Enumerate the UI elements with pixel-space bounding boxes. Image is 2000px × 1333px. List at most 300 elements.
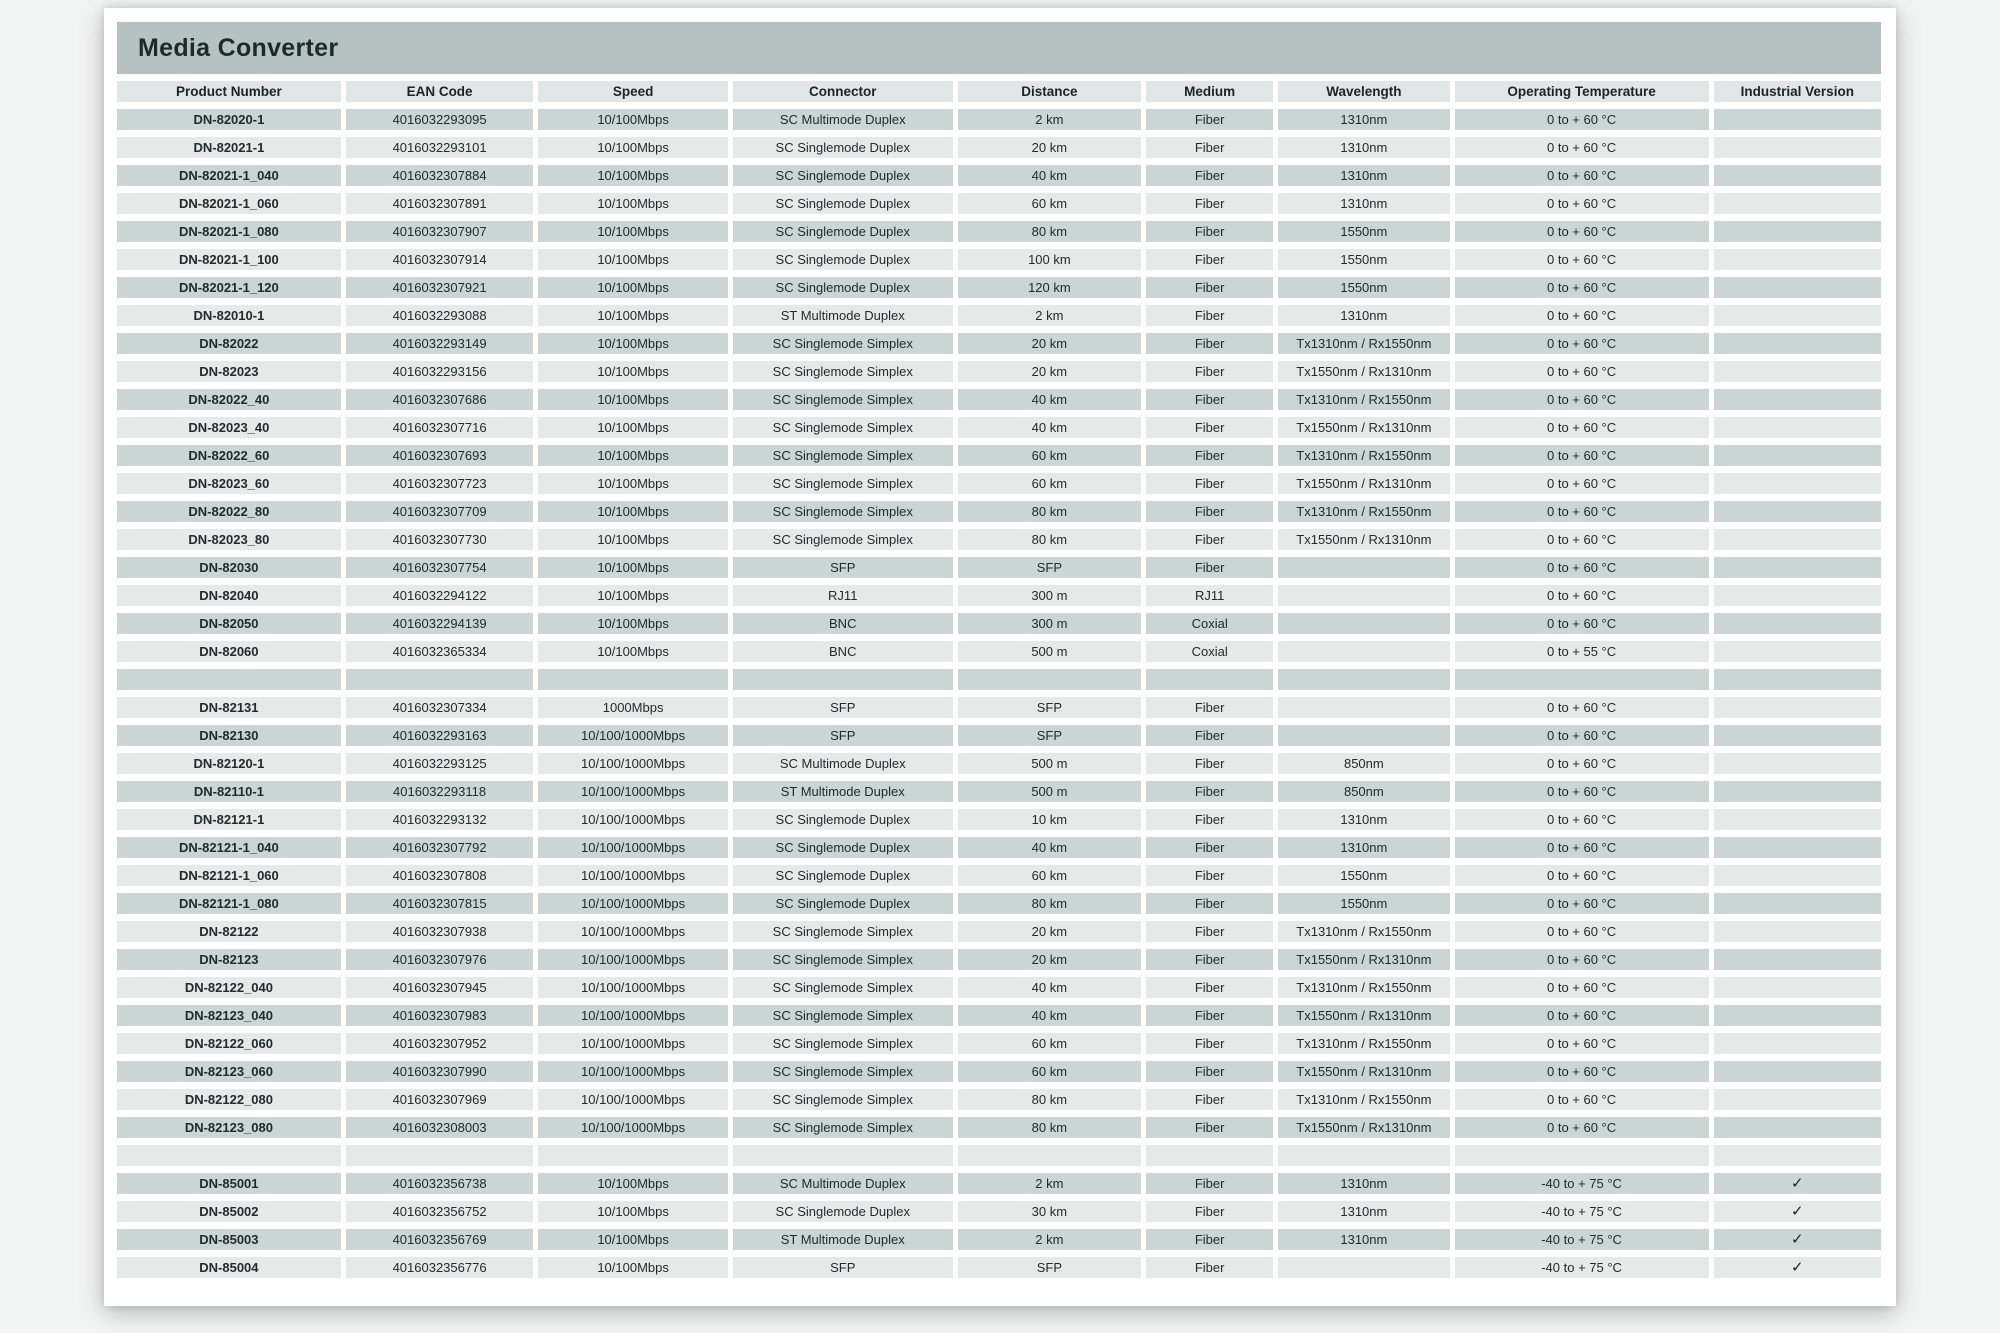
cell-speed: 10/100Mbps [538,445,728,466]
cell-product-number: DN-82021-1_080 [117,221,341,242]
separator-cell [958,669,1141,690]
cell-wavelength: 1310nm [1278,109,1449,130]
cell-connector: SC Singlemode Simplex [733,361,953,382]
separator-cell [733,669,953,690]
cell-product-number: DN-82023 [117,361,341,382]
table-row [117,473,1881,494]
cell-ean-code: 4016032307693 [346,445,534,466]
table-row [117,641,1881,662]
cell-operating-temperature: 0 to + 60 °C [1455,977,1709,998]
cell-speed: 10/100/1000Mbps [538,1033,728,1054]
cell-speed: 10/100Mbps [538,529,728,550]
cell-wavelength: 1310nm [1278,1201,1449,1222]
separator-cell [1455,669,1709,690]
cell-medium: Fiber [1146,137,1273,158]
cell-industrial-version [1714,949,1881,970]
cell-ean-code: 4016032308003 [346,1117,534,1138]
cell-connector: SFP [733,697,953,718]
cell-medium: Fiber [1146,1005,1273,1026]
cell-product-number: DN-82022_60 [117,445,341,466]
table-row [117,389,1881,410]
cell-speed: 10/100Mbps [538,585,728,606]
cell-wavelength: 1310nm [1278,305,1449,326]
table-row [117,1033,1881,1054]
cell-distance: 60 km [958,1033,1141,1054]
cell-connector: SC Singlemode Duplex [733,277,953,298]
cell-connector: SC Singlemode Simplex [733,473,953,494]
cell-connector: SC Singlemode Simplex [733,949,953,970]
cell-industrial-version [1714,305,1881,326]
table-row [117,865,1881,886]
cell-industrial-version [1714,641,1881,662]
cell-distance: 40 km [958,417,1141,438]
cell-connector: SC Singlemode Simplex [733,417,953,438]
cell-medium: Fiber [1146,977,1273,998]
cell-ean-code: 4016032307723 [346,473,534,494]
cell-product-number: DN-82121-1 [117,809,341,830]
cell-operating-temperature: 0 to + 60 °C [1455,809,1709,830]
cell-connector: SC Singlemode Duplex [733,221,953,242]
cell-wavelength: 1550nm [1278,893,1449,914]
table-body [117,109,1881,1278]
cell-industrial-version [1714,1061,1881,1082]
cell-speed: 10/100/1000Mbps [538,949,728,970]
cell-distance: 60 km [958,473,1141,494]
cell-ean-code: 4016032307716 [346,417,534,438]
cell-operating-temperature: 0 to + 60 °C [1455,1061,1709,1082]
cell-connector: SC Singlemode Simplex [733,1117,953,1138]
cell-connector: SC Singlemode Duplex [733,809,953,830]
table-row [117,109,1881,130]
cell-wavelength: 1550nm [1278,865,1449,886]
cell-product-number: DN-82123_080 [117,1117,341,1138]
cell-wavelength: Tx1310nm / Rx1550nm [1278,333,1449,354]
cell-speed: 10/100/1000Mbps [538,977,728,998]
cell-distance: 20 km [958,921,1141,942]
cell-connector: ST Multimode Duplex [733,305,953,326]
cell-wavelength [1278,585,1449,606]
cell-ean-code: 4016032307709 [346,501,534,522]
cell-connector: SC Multimode Duplex [733,109,953,130]
separator-cell [538,1145,728,1166]
cell-speed: 10/100Mbps [538,1201,728,1222]
table-row [117,837,1881,858]
cell-wavelength: 1550nm [1278,277,1449,298]
cell-distance: 2 km [958,109,1141,130]
cell-distance: 20 km [958,361,1141,382]
cell-product-number: DN-82023_40 [117,417,341,438]
cell-distance: 60 km [958,193,1141,214]
separator-cell [1455,1145,1709,1166]
cell-product-number: DN-85003 [117,1229,341,1250]
cell-speed: 10/100Mbps [538,305,728,326]
cell-operating-temperature: 0 to + 60 °C [1455,277,1709,298]
cell-product-number: DN-82122_060 [117,1033,341,1054]
column-header-medium: Medium [1146,81,1273,102]
cell-distance: SFP [958,557,1141,578]
cell-industrial-version [1714,193,1881,214]
cell-operating-temperature: -40 to + 75 °C [1455,1173,1709,1194]
cell-speed: 10/100Mbps [538,1257,728,1278]
cell-speed: 10/100Mbps [538,165,728,186]
table-row [117,949,1881,970]
cell-wavelength: 850nm [1278,781,1449,802]
table-row [117,249,1881,270]
cell-speed: 10/100/1000Mbps [538,753,728,774]
cell-medium: Fiber [1146,501,1273,522]
cell-industrial-version [1714,837,1881,858]
cell-distance: 300 m [958,585,1141,606]
cell-speed: 10/100Mbps [538,1229,728,1250]
cell-medium: Fiber [1146,1173,1273,1194]
cell-medium: Fiber [1146,445,1273,466]
cell-wavelength: 1310nm [1278,837,1449,858]
cell-distance: 10 km [958,809,1141,830]
cell-wavelength [1278,557,1449,578]
table-row [117,529,1881,550]
cell-speed: 10/100Mbps [538,361,728,382]
cell-connector: SC Singlemode Simplex [733,1061,953,1082]
cell-product-number: DN-82030 [117,557,341,578]
cell-operating-temperature: 0 to + 60 °C [1455,137,1709,158]
cell-connector: SC Singlemode Duplex [733,165,953,186]
cell-speed: 10/100Mbps [538,277,728,298]
cell-industrial-version [1714,165,1881,186]
cell-medium: Fiber [1146,249,1273,270]
cell-ean-code: 4016032356776 [346,1257,534,1278]
cell-product-number: DN-82022_40 [117,389,341,410]
cell-distance: 20 km [958,137,1141,158]
cell-operating-temperature: 0 to + 60 °C [1455,221,1709,242]
cell-product-number: DN-82050 [117,613,341,634]
cell-industrial-version [1714,277,1881,298]
cell-connector: SC Multimode Duplex [733,753,953,774]
cell-industrial-version [1714,585,1881,606]
cell-industrial-version [1714,389,1881,410]
separator-row [117,669,1881,690]
cell-operating-temperature: 0 to + 60 °C [1455,249,1709,270]
cell-connector: SC Singlemode Duplex [733,1201,953,1222]
cell-connector: SC Singlemode Simplex [733,389,953,410]
column-header-connector: Connector [733,81,953,102]
cell-wavelength: Tx1310nm / Rx1550nm [1278,389,1449,410]
cell-product-number: DN-82023_60 [117,473,341,494]
cell-medium: Fiber [1146,1257,1273,1278]
cell-product-number: DN-82022 [117,333,341,354]
cell-product-number: DN-82121-1_040 [117,837,341,858]
cell-speed: 10/100Mbps [538,557,728,578]
cell-industrial-version [1714,221,1881,242]
cell-industrial-version [1714,977,1881,998]
cell-wavelength: 1310nm [1278,809,1449,830]
cell-ean-code: 4016032356752 [346,1201,534,1222]
cell-medium: Coxial [1146,641,1273,662]
cell-ean-code: 4016032294122 [346,585,534,606]
cell-medium: Fiber [1146,165,1273,186]
separator-cell [117,1145,341,1166]
cell-ean-code: 4016032307686 [346,389,534,410]
cell-distance: 30 km [958,1201,1141,1222]
cell-wavelength: Tx1550nm / Rx1310nm [1278,1061,1449,1082]
cell-industrial-version [1714,1117,1881,1138]
datasheet-card [104,8,1896,1306]
cell-product-number: DN-82122_080 [117,1089,341,1110]
column-header-operating-temperature: Operating Temperature [1455,81,1709,102]
cell-medium: Fiber [1146,557,1273,578]
table-row [117,361,1881,382]
cell-product-number: DN-82021-1_060 [117,193,341,214]
cell-distance: SFP [958,697,1141,718]
cell-industrial-version [1714,361,1881,382]
cell-operating-temperature: -40 to + 75 °C [1455,1257,1709,1278]
cell-medium: RJ11 [1146,585,1273,606]
cell-medium: Fiber [1146,1117,1273,1138]
cell-connector: SC Singlemode Simplex [733,529,953,550]
cell-distance: 40 km [958,165,1141,186]
cell-wavelength: Tx1310nm / Rx1550nm [1278,445,1449,466]
cell-connector: SC Singlemode Simplex [733,1089,953,1110]
cell-operating-temperature: 0 to + 60 °C [1455,529,1709,550]
cell-wavelength [1278,1257,1449,1278]
cell-wavelength [1278,613,1449,634]
cell-operating-temperature: 0 to + 60 °C [1455,445,1709,466]
cell-industrial-version [1714,1005,1881,1026]
cell-wavelength: 1550nm [1278,221,1449,242]
cell-distance: 500 m [958,781,1141,802]
cell-speed: 10/100/1000Mbps [538,1061,728,1082]
cell-industrial-version [1714,137,1881,158]
cell-speed: 10/100/1000Mbps [538,725,728,746]
separator-cell [346,1145,534,1166]
cell-medium: Fiber [1146,473,1273,494]
cell-speed: 10/100/1000Mbps [538,865,728,886]
cell-industrial-version [1714,445,1881,466]
cell-wavelength: Tx1550nm / Rx1310nm [1278,361,1449,382]
cell-product-number: DN-85004 [117,1257,341,1278]
table-row [117,1089,1881,1110]
table-row [117,193,1881,214]
cell-connector: ST Multimode Duplex [733,1229,953,1250]
column-header-speed: Speed [538,81,728,102]
cell-product-number: DN-82120-1 [117,753,341,774]
separator-cell [733,1145,953,1166]
cell-medium: Fiber [1146,1033,1273,1054]
cell-wavelength: Tx1310nm / Rx1550nm [1278,501,1449,522]
cell-medium: Fiber [1146,305,1273,326]
cell-operating-temperature: 0 to + 60 °C [1455,165,1709,186]
cell-ean-code: 4016032293101 [346,137,534,158]
cell-operating-temperature: 0 to + 60 °C [1455,193,1709,214]
cell-medium: Fiber [1146,949,1273,970]
cell-ean-code: 4016032307990 [346,1061,534,1082]
cell-ean-code: 4016032307792 [346,837,534,858]
cell-operating-temperature: 0 to + 60 °C [1455,473,1709,494]
cell-industrial-version [1714,1173,1881,1194]
column-header-distance: Distance [958,81,1141,102]
cell-speed: 10/100/1000Mbps [538,921,728,942]
cell-ean-code: 4016032307884 [346,165,534,186]
cell-connector: SC Singlemode Duplex [733,837,953,858]
cell-connector: RJ11 [733,585,953,606]
cell-operating-temperature: 0 to + 60 °C [1455,781,1709,802]
cell-speed: 10/100/1000Mbps [538,893,728,914]
cell-industrial-version [1714,781,1881,802]
cell-product-number: DN-82021-1 [117,137,341,158]
cell-industrial-version [1714,501,1881,522]
cell-connector: SC Singlemode Duplex [733,137,953,158]
cell-speed: 10/100/1000Mbps [538,1089,728,1110]
cell-ean-code: 4016032307945 [346,977,534,998]
cell-product-number: DN-82021-1_120 [117,277,341,298]
cell-medium: Fiber [1146,697,1273,718]
cell-connector: SC Singlemode Simplex [733,921,953,942]
cell-speed: 10/100Mbps [538,109,728,130]
cell-product-number: DN-82121-1_080 [117,893,341,914]
cell-operating-temperature: 0 to + 60 °C [1455,1089,1709,1110]
cell-distance: SFP [958,725,1141,746]
cell-ean-code: 4016032307907 [346,221,534,242]
cell-speed: 10/100Mbps [538,473,728,494]
cell-industrial-version [1714,109,1881,130]
cell-medium: Fiber [1146,1089,1273,1110]
table-row [117,753,1881,774]
cell-distance: 300 m [958,613,1141,634]
cell-medium: Fiber [1146,725,1273,746]
cell-product-number: DN-82131 [117,697,341,718]
cell-ean-code: 4016032365334 [346,641,534,662]
cell-operating-temperature: 0 to + 60 °C [1455,1005,1709,1026]
cell-medium: Fiber [1146,417,1273,438]
cell-industrial-version [1714,473,1881,494]
cell-medium: Fiber [1146,1229,1273,1250]
table-row [117,1117,1881,1138]
cell-ean-code: 4016032293118 [346,781,534,802]
cell-speed: 10/100/1000Mbps [538,781,728,802]
table-row [117,277,1881,298]
cell-speed: 10/100Mbps [538,641,728,662]
table-header [117,81,1881,102]
cell-wavelength: Tx1550nm / Rx1310nm [1278,949,1449,970]
cell-industrial-version [1714,921,1881,942]
cell-connector: BNC [733,641,953,662]
table-row [117,165,1881,186]
cell-speed: 10/100Mbps [538,137,728,158]
cell-wavelength: Tx1550nm / Rx1310nm [1278,473,1449,494]
table-row [117,725,1881,746]
table-row [117,697,1881,718]
cell-ean-code: 4016032293125 [346,753,534,774]
table-row [117,613,1881,634]
cell-speed: 10/100Mbps [538,417,728,438]
cell-distance: 40 km [958,977,1141,998]
cell-wavelength [1278,697,1449,718]
cell-ean-code: 4016032307914 [346,249,534,270]
cell-operating-temperature: 0 to + 60 °C [1455,865,1709,886]
cell-connector: SC Singlemode Duplex [733,893,953,914]
cell-medium: Fiber [1146,277,1273,298]
cell-wavelength: Tx1310nm / Rx1550nm [1278,977,1449,998]
cell-speed: 10/100/1000Mbps [538,837,728,858]
cell-connector: SFP [733,725,953,746]
cell-speed: 10/100Mbps [538,1173,728,1194]
cell-wavelength: 1310nm [1278,1229,1449,1250]
cell-operating-temperature: 0 to + 60 °C [1455,109,1709,130]
cell-operating-temperature: 0 to + 60 °C [1455,305,1709,326]
cell-distance: 2 km [958,1229,1141,1250]
cell-operating-temperature: 0 to + 60 °C [1455,389,1709,410]
cell-wavelength: 1310nm [1278,165,1449,186]
cell-distance: 80 km [958,893,1141,914]
cell-medium: Fiber [1146,753,1273,774]
cell-industrial-version [1714,697,1881,718]
cell-operating-temperature: 0 to + 60 °C [1455,417,1709,438]
column-header-ean-code: EAN Code [346,81,534,102]
cell-operating-temperature: -40 to + 75 °C [1455,1201,1709,1222]
cell-speed: 10/100/1000Mbps [538,1005,728,1026]
cell-medium: Fiber [1146,921,1273,942]
cell-operating-temperature: 0 to + 60 °C [1455,697,1709,718]
cell-operating-temperature: 0 to + 60 °C [1455,333,1709,354]
cell-operating-temperature: 0 to + 60 °C [1455,1033,1709,1054]
cell-product-number: DN-82130 [117,725,341,746]
cell-connector: SFP [733,1257,953,1278]
cell-wavelength: 850nm [1278,753,1449,774]
cell-product-number: DN-82010-1 [117,305,341,326]
cell-speed: 1000Mbps [538,697,728,718]
cell-ean-code: 4016032307952 [346,1033,534,1054]
cell-connector: SC Singlemode Simplex [733,1033,953,1054]
cell-operating-temperature: 0 to + 60 °C [1455,753,1709,774]
cell-wavelength: 1310nm [1278,193,1449,214]
cell-connector: SC Singlemode Simplex [733,501,953,522]
cell-connector: BNC [733,613,953,634]
cell-product-number: DN-82123 [117,949,341,970]
cell-ean-code: 4016032307921 [346,277,534,298]
cell-connector: SC Singlemode Duplex [733,865,953,886]
separator-cell [346,669,534,690]
cell-distance: 20 km [958,333,1141,354]
cell-ean-code: 4016032293163 [346,725,534,746]
cell-medium: Fiber [1146,809,1273,830]
separator-cell [1714,1145,1881,1166]
cell-connector: SC Singlemode Simplex [733,977,953,998]
cell-distance: 40 km [958,389,1141,410]
table-row [117,305,1881,326]
cell-medium: Fiber [1146,389,1273,410]
cell-ean-code: 4016032307334 [346,697,534,718]
cell-wavelength: 1310nm [1278,137,1449,158]
cell-medium: Fiber [1146,221,1273,242]
cell-distance: 80 km [958,1117,1141,1138]
cell-wavelength: Tx1310nm / Rx1550nm [1278,1033,1449,1054]
table-row [117,977,1881,998]
cell-ean-code: 4016032293132 [346,809,534,830]
cell-ean-code: 4016032307983 [346,1005,534,1026]
cell-medium: Fiber [1146,1061,1273,1082]
cell-operating-temperature: 0 to + 60 °C [1455,361,1709,382]
cell-medium: Fiber [1146,109,1273,130]
cell-industrial-version [1714,1257,1881,1278]
table-row [117,1201,1881,1222]
cell-connector: SC Singlemode Simplex [733,333,953,354]
cell-ean-code: 4016032307730 [346,529,534,550]
cell-industrial-version [1714,529,1881,550]
table-row [117,781,1881,802]
cell-distance: SFP [958,1257,1141,1278]
cell-industrial-version [1714,1089,1881,1110]
cell-distance: 60 km [958,865,1141,886]
cell-medium: Coxial [1146,613,1273,634]
